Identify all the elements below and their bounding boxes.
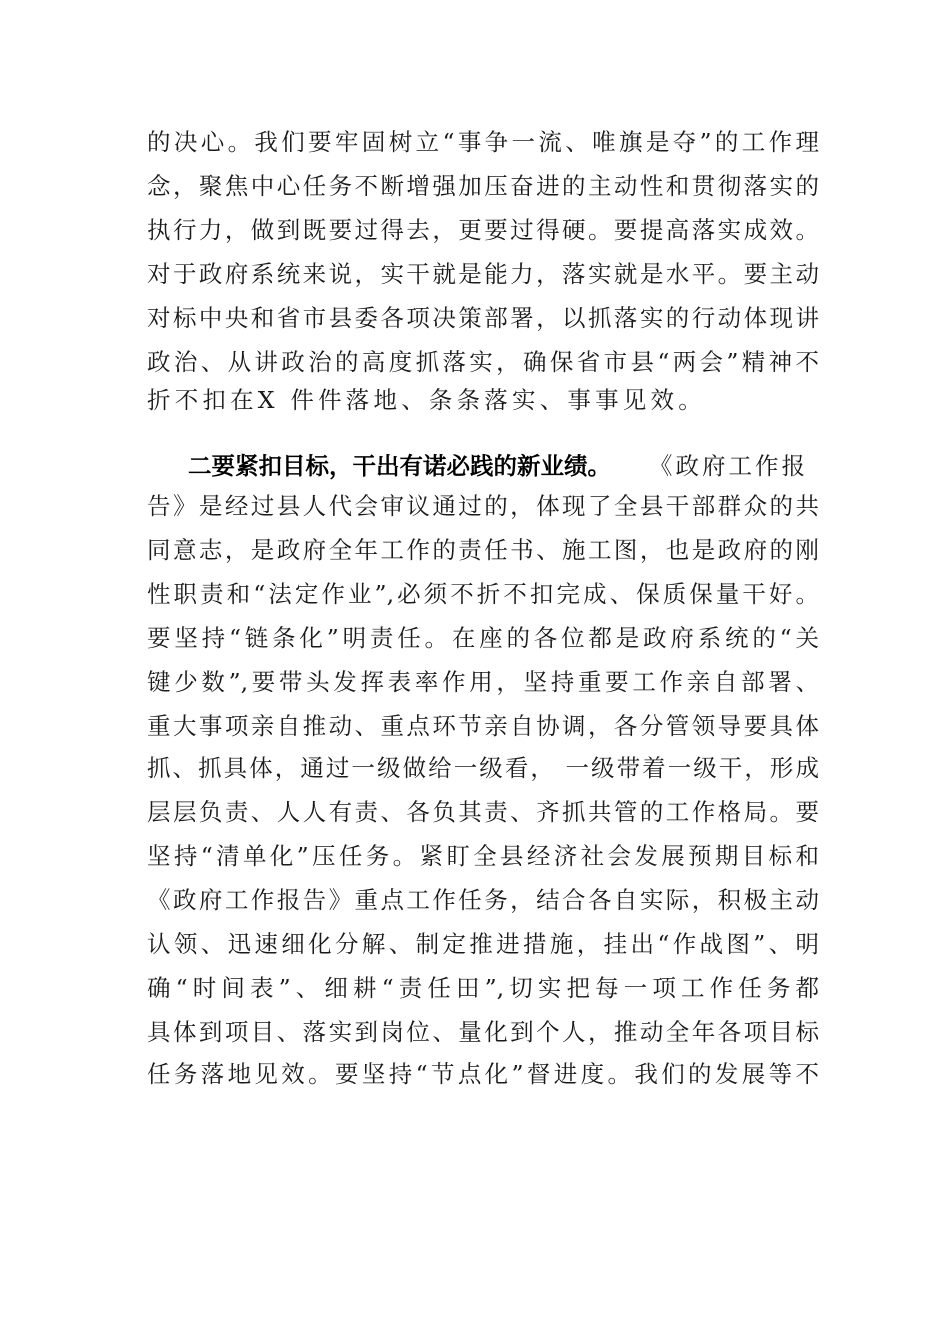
text-line: 键少数”,要带头发挥表率作用，坚持重要工作亲自部署、 [147,668,819,696]
text-line: 《政府工作报告》重点工作任务，结合各自实际，积极主动 [147,886,819,914]
text-line: 对于政府系统来说，实干就是能力，落实就是水平。要主动 [147,260,819,288]
text-line: 确“时间表”、细耕“责任田”,切实把每一项工作任务都 [147,974,819,1002]
text-line: 重大事项亲自推动、重点环节亲自协调，各分管领导要具体 [147,712,819,740]
text-line: 具体到项目、落实到岗位、量化到个人，推动全年各项目标 [147,1018,819,1046]
paragraph-heading: 二要紧扣目标，干出有诺必践的新业绩。 [188,452,611,480]
heading-line-continuation: 《政府工作报 [649,452,808,480]
text-line: 性职责和“法定作业”,必须不折不扣完成、保质保量干好。 [147,580,819,608]
text-line: 念，聚焦中心任务不断增强加压奋进的主动性和贯彻落实的 [147,172,819,200]
text-line: 认领、迅速细化分解、制定推进措施，挂出“作战图”、明 [147,930,819,958]
text-line: 要坚持“链条化”明责任。在座的各位都是政府系统的“关 [147,624,819,652]
text-line: 抓、抓具体，通过一级做给一级看， 一级带着一级干，形成 [147,754,819,782]
paragraph-heading-line [188,446,819,486]
text-line: 层层负责、人人有责、各负其责、齐抓共管的工作格局。要 [147,798,819,826]
text-line: 同意志，是政府全年工作的责任书、施工图，也是政府的刚 [147,536,819,564]
text-line: 政治、从讲政治的高度抓落实，确保省市县“两会”精神不 [147,348,819,376]
text-line: 告》是经过县人代会审议通过的，体现了全县干部群众的共 [147,492,819,520]
text-line: 执行力，做到既要过得去，更要过得硬。要提高落实成效。 [147,216,819,244]
text-line: 折不扣在X 件件落地、条条落实、事事见效。 [147,386,706,414]
text-line: 坚持“清单化”压任务。紧盯全县经济社会发展预期目标和 [147,842,819,870]
text-line: 的决心。我们要牢固树立“事争一流、唯旗是夺”的工作理 [147,128,819,156]
text-line: 任务落地见效。要坚持“节点化”督进度。我们的发展等不 [147,1060,819,1088]
text-line: 对标中央和省市县委各项决策部署，以抓落实的行动体现讲 [147,304,819,332]
